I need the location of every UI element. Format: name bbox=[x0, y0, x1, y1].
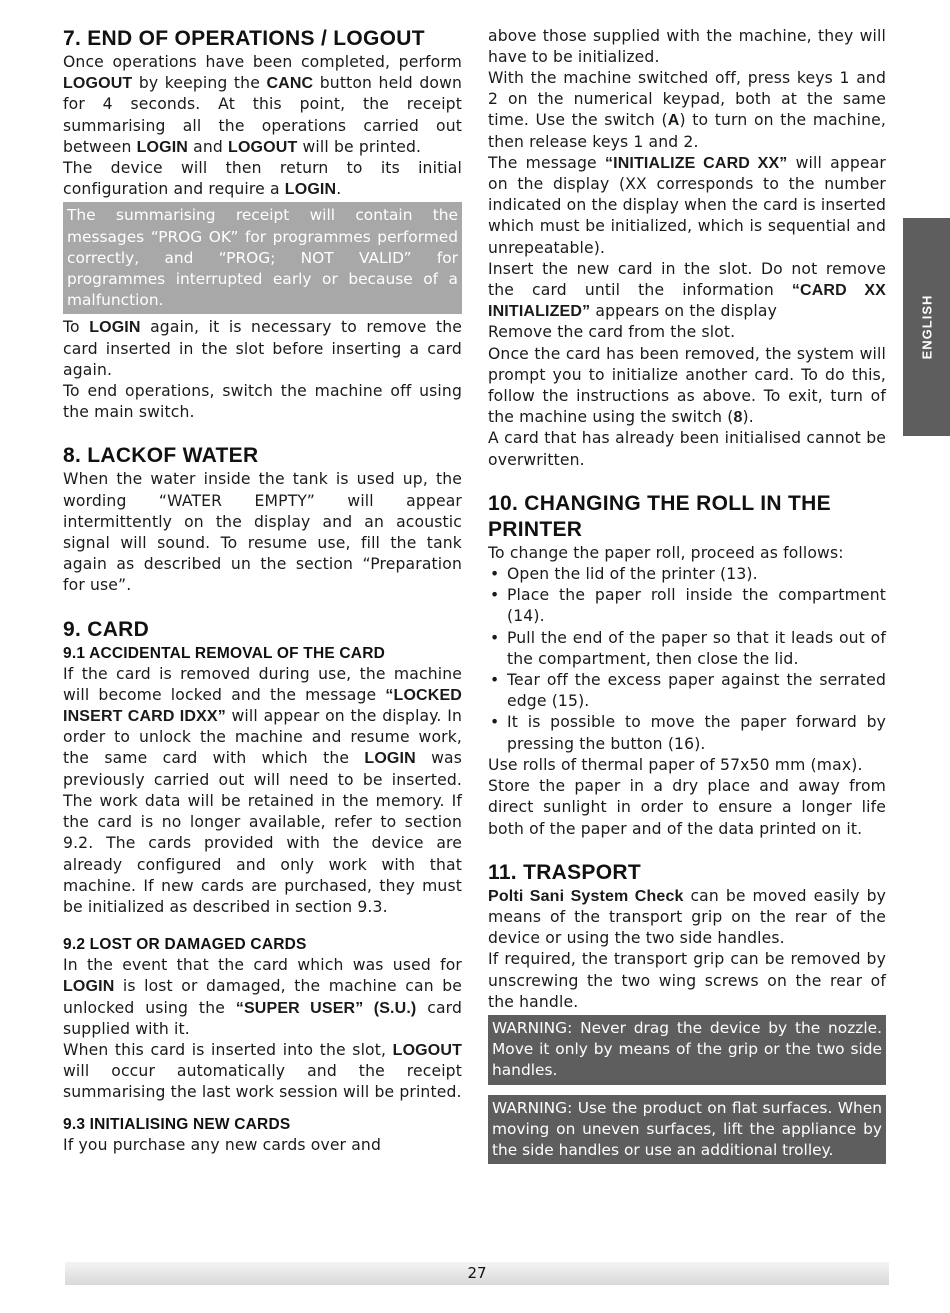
text-run: appears on the display bbox=[590, 302, 777, 321]
text-run: Once operations have been completed, perform bbox=[63, 53, 462, 71]
keyword-login: LOGIN bbox=[364, 750, 416, 768]
text-run: When this card is inserted into the slot, bbox=[63, 1040, 393, 1059]
section-10-intro: To change the paper roll, proceed as follows: bbox=[488, 543, 844, 562]
section-7-paragraph-4: To end operations, switch the machine off using the main switch. bbox=[63, 382, 462, 422]
section-7-paragraph-3 bbox=[63, 317, 462, 381]
text-run: To bbox=[63, 318, 90, 337]
text-run: With the machine switched off, press keys 1 and 2 on the numerical keypad, both at the same time. Use the switch ( bbox=[488, 69, 886, 130]
keyword-switch-a: A bbox=[667, 112, 680, 130]
section-7-title: 7. END OF OPERATIONS / LOGOUT bbox=[63, 27, 425, 50]
section-9-title: 9. CARD bbox=[63, 617, 150, 641]
section-10-paragraph-2: Store the paper in a dry place and away from direct sunlight in order to ensure a longer life both of the paper and of the data printed on it. bbox=[488, 777, 886, 838]
page-number: 27 bbox=[467, 1264, 487, 1282]
keyword-logout: LOGOUT bbox=[228, 138, 298, 156]
text-run: The message bbox=[488, 153, 605, 172]
text-run: button held down for 4 seconds. At this point, the receipt summarising all the operations carried out between bbox=[63, 74, 463, 156]
text-run: Insert the new card in the slot. Do not remove the card until the information bbox=[488, 259, 886, 300]
text-run: . bbox=[336, 180, 342, 199]
list-item: • Tear off the excess paper against the serrated edge (15). bbox=[488, 670, 886, 712]
text-run: In the event that the card which was used for bbox=[63, 956, 462, 975]
section-9-3-paragraph-2 bbox=[488, 68, 886, 153]
keyword-login: LOGIN bbox=[284, 181, 337, 199]
section-9-1-title: 9.1 ACCIDENTAL REMOVAL OF THE CARD bbox=[63, 644, 385, 662]
list-item: • Pull the end of the paper so that it leads out of the compartment, then close the lid. bbox=[488, 628, 886, 670]
keyword-initialize-message: “INITIALIZE CARD XX” bbox=[604, 154, 788, 172]
section-10-paragraph-1: Use rolls of thermal paper of 57x50 mm (max). bbox=[488, 755, 863, 774]
keyword-initialized-message: “CARD XX INITIALIZED” bbox=[488, 282, 886, 321]
keyword-login: LOGIN bbox=[63, 978, 115, 996]
text-run: ) to turn on the machine, then release keys 1 and 2. bbox=[488, 111, 887, 151]
section-11-title: 11. TRASPORT bbox=[488, 860, 641, 884]
section-9-2-paragraph-2 bbox=[63, 1040, 462, 1104]
section-9-3-paragraph-1: If you purchase any new cards over and bbox=[63, 1135, 382, 1154]
text-run: can be moved easily by means of the transport grip on the rear of the device or using the two side handles. bbox=[488, 886, 887, 948]
list-item: • It is possible to move the paper forward by pressing the button (16). bbox=[488, 712, 886, 754]
continued-text-visible: above those supplied with the machine, they will have to be initialized. bbox=[488, 27, 886, 67]
text-run: will appear on the display. In order to unlock the machine and resume work, the same card with which the bbox=[63, 707, 462, 768]
text-run: will appear on the display (XX corresponds to the number indicated on the display when the card is inserted which must be initialized, which is sequential and unrepeatable). bbox=[488, 153, 886, 257]
list-item: • Open the lid of the printer (13). bbox=[488, 564, 886, 585]
text-run: is lost or damaged, the machine can be unlocked using the bbox=[63, 977, 462, 1017]
section-7-paragraph-1 bbox=[63, 52, 462, 158]
text-run: card supplied with it. bbox=[63, 998, 462, 1038]
section-10-title: 10. CHANGING THE ROLL IN THE PRINTER bbox=[488, 491, 831, 541]
text-run: The device will then return to its initial configuration and require a bbox=[63, 159, 462, 199]
section-9-3-title: 9.3 INITIALISING NEW CARDS bbox=[63, 1115, 291, 1133]
section-9-3-paragraph-5: Remove the card from the slot. bbox=[488, 323, 736, 342]
footer-bar bbox=[65, 1262, 889, 1285]
section-8-title: 8. LACKOF WATER bbox=[63, 444, 259, 468]
text-run: and bbox=[188, 137, 229, 156]
keyword-login: LOGIN bbox=[136, 138, 189, 156]
section-9-2-title: 9.2 LOST OR DAMAGED CARDS bbox=[63, 936, 307, 954]
section-9-2-paragraph-1 bbox=[63, 955, 462, 1040]
left-column bbox=[63, 26, 462, 1156]
list-item: • Place the paper roll inside the compartment (14). bbox=[488, 585, 886, 627]
text-run: will be printed. bbox=[297, 137, 422, 156]
keyword-logout: LOGOUT bbox=[63, 75, 133, 93]
section-8-paragraph-1: When the water inside the tank is used up, the wording “WATER EMPTY” will appear intermittently on the display and an acoustic signal will sound. To resume use, fill the tank again as described un the section “Preparation for use”. bbox=[63, 470, 462, 595]
right-column bbox=[488, 26, 886, 1174]
text-run: by keeping the bbox=[132, 74, 267, 93]
section-9-3-paragraph-3 bbox=[488, 153, 886, 259]
text-run: will occur automatically and the receipt summarising the last work session will be printed. bbox=[63, 1062, 462, 1102]
keyword-super-user: “SUPER USER” (S.U.) bbox=[235, 999, 417, 1017]
section-7-note-box: The summarising receipt will contain the messages “PROG OK” for programmes performed correctly, and “PROG; NOT VALID” for programmes interrupted early or because of a malfunction. bbox=[63, 202, 462, 314]
section-9-3-paragraph-1-continued bbox=[488, 26, 886, 68]
section-9-3-paragraph-4 bbox=[488, 259, 886, 323]
warning-box-2: WARNING: Use the product on flat surfaces. When moving on uneven surfaces, lift the appliance by the side handles or use an additional trolley. bbox=[488, 1095, 886, 1165]
keyword-switch-8: 8 bbox=[733, 409, 743, 427]
section-9-1-paragraph-1 bbox=[63, 664, 462, 918]
text-run: ). bbox=[742, 408, 754, 427]
section-10-list bbox=[488, 564, 886, 755]
text-run: again, it is necessary to remove the card inserted in the slot before inserting a card again. bbox=[63, 318, 462, 379]
section-7-paragraph-2 bbox=[63, 158, 462, 200]
warning-box-1: WARNING: Never drag the device by the nozzle. Move it only by means of the grip or the two side handles. bbox=[488, 1015, 886, 1085]
text-run: If the card is removed during use, the machine will become locked and the message bbox=[63, 664, 462, 704]
text-run: Once the card has been removed, the system will prompt you to initialize another card. To do this, follow the instructions as above. To exit, turn of the machine using the switch ( bbox=[488, 344, 886, 427]
keyword-login: LOGIN bbox=[89, 319, 141, 337]
section-9-3-paragraph-6 bbox=[488, 344, 886, 429]
section-11-paragraph-1 bbox=[488, 886, 886, 950]
keyword-logout: LOGOUT bbox=[392, 1041, 462, 1059]
keyword-canc: CANC bbox=[266, 75, 314, 93]
keyword-locked-message: “LOCKED INSERT CARD IDXX” bbox=[63, 686, 462, 726]
language-tab-label: ENGLISH bbox=[919, 294, 934, 360]
product-name: Polti Sani System Check bbox=[488, 887, 684, 905]
section-11-paragraph-2: If required, the transport grip can be removed by unscrewing the two wing screws on the rear of the handle. bbox=[488, 950, 886, 1011]
section-9-3-paragraph-7: A card that has already been initialised cannot be overwritten. bbox=[488, 429, 886, 469]
text-run: was previously carried out will need to be inserted. The work data will be retained in the memory. If the card is no longer available, refer to section 9.2. The cards provided with the device are already configured and only work with that machine. If new cards are purchased, they must be initialized as described in section 9.3. bbox=[63, 749, 462, 916]
language-tab bbox=[903, 218, 950, 436]
